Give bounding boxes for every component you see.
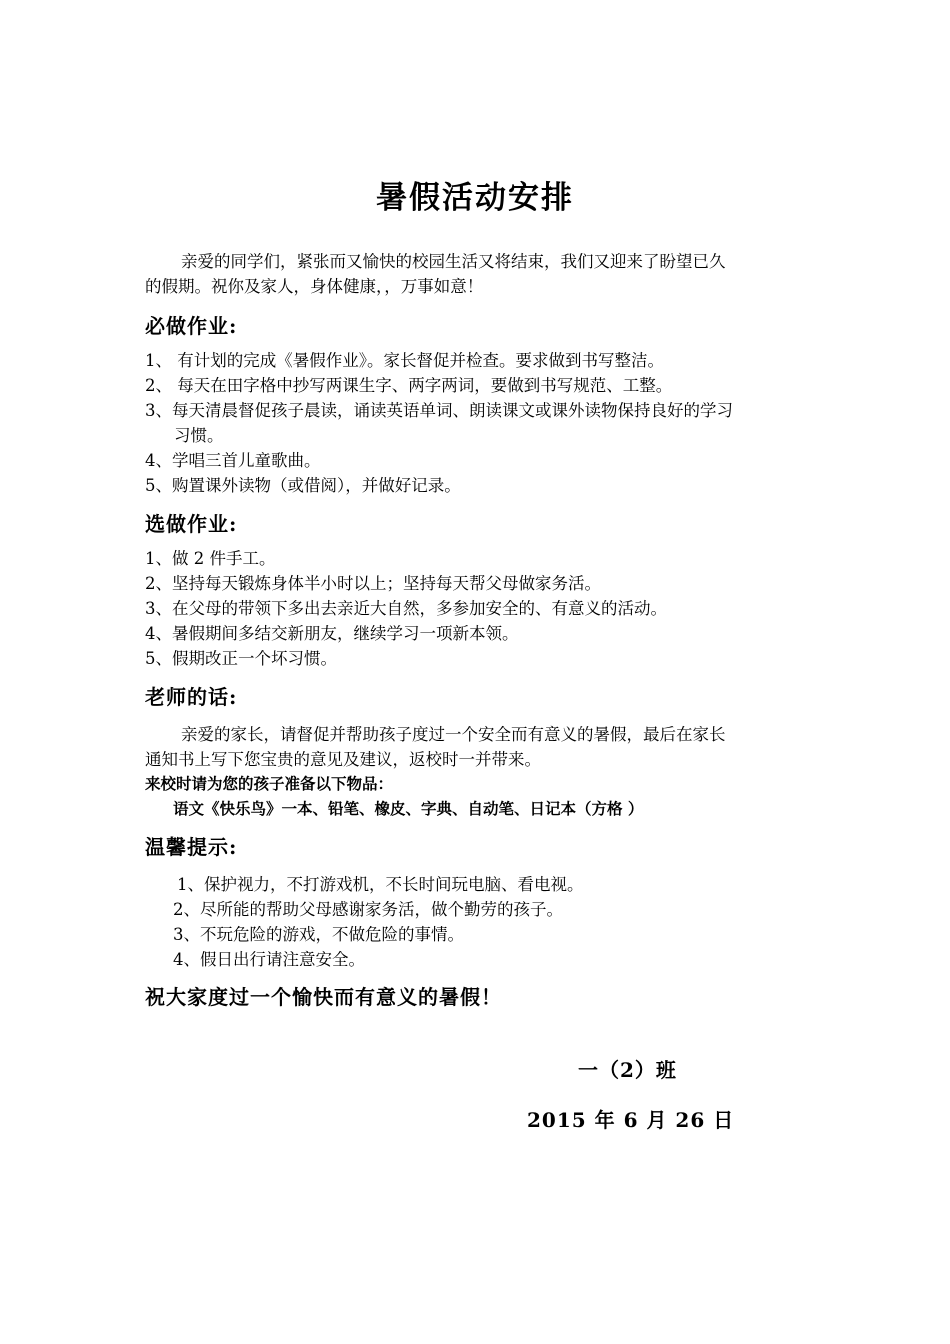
intro-line-2: 的假期。祝你及家人，身体健康，，万事如意！ bbox=[145, 277, 484, 296]
teacher-line-2: 通知书上写下您宝贵的意见及建议，返校时一并带来。 bbox=[145, 750, 541, 769]
optional-heading: 选做作业: bbox=[145, 512, 238, 536]
optional-item: 2、坚持每天锻炼身体半小时以上；坚持每天帮父母做家务活。 bbox=[145, 574, 601, 593]
optional-item: 5、假期改正一个坏习惯。 bbox=[145, 649, 337, 668]
tips-heading: 温馨提示: bbox=[145, 835, 238, 859]
optional-item: 1、做 2 件手工。 bbox=[145, 549, 276, 568]
required-item: 4、学唱三首儿童歌曲。 bbox=[145, 451, 321, 470]
tip-item: 4、假日出行请注意安全。 bbox=[173, 950, 365, 969]
optional-item: 4、暑假期间多结交新朋友，继续学习一项新本领。 bbox=[145, 624, 519, 643]
tip-item: 1、保护视力，不打游戏机，不长时间玩电脑、看电视。 bbox=[177, 875, 584, 894]
intro-line-1: 亲爱的同学们，紧张而又愉快的校园生活又将结束，我们又迎来了盼望已久 bbox=[181, 252, 726, 271]
required-heading: 必做作业: bbox=[145, 314, 238, 338]
tip-item: 3、不玩危险的游戏，不做危险的事情。 bbox=[173, 925, 464, 944]
document-title: 暑假活动安排 bbox=[376, 180, 574, 216]
prepare-label: 来校时请为您的孩子准备以下物品： bbox=[145, 775, 394, 793]
prepare-items: 语文《快乐鸟》一本、铅笔、橡皮、字典、自动笔、日记本（方格 ） bbox=[173, 800, 644, 818]
teacher-line-1: 亲爱的家长，请督促并帮助孩子度过一个安全而有意义的暑假，最后在家长 bbox=[181, 725, 726, 744]
required-item: 1、 有计划的完成《暑假作业》。家长督促并检查。要求做到书写整洁。 bbox=[145, 351, 664, 370]
signature-class: 一（2）班 bbox=[578, 1058, 677, 1082]
signature-date: 2015 年 6 月 26 日 bbox=[527, 1108, 735, 1132]
closing-wish: 祝大家度过一个愉快而有意义的暑假！ bbox=[145, 985, 502, 1009]
tip-item: 2、尽所能的帮助父母感谢家务活，做个勤劳的孩子。 bbox=[173, 900, 563, 919]
required-item-continuation: 习惯。 bbox=[174, 426, 224, 445]
required-item: 5、购置课外读物（或借阅），并做好记录。 bbox=[145, 476, 461, 495]
required-item: 3、每天清晨督促孩子晨读，诵读英语单词、朗读课文或课外读物保持良好的学习 bbox=[145, 401, 733, 420]
teacher-heading: 老师的话: bbox=[145, 685, 238, 709]
optional-item: 3、在父母的带领下多出去亲近大自然，多参加安全的、有意义的活动。 bbox=[145, 599, 667, 618]
required-item: 2、 每天在田字格中抄写两课生字、两字两词，要做到书写规范、工整。 bbox=[145, 376, 673, 395]
